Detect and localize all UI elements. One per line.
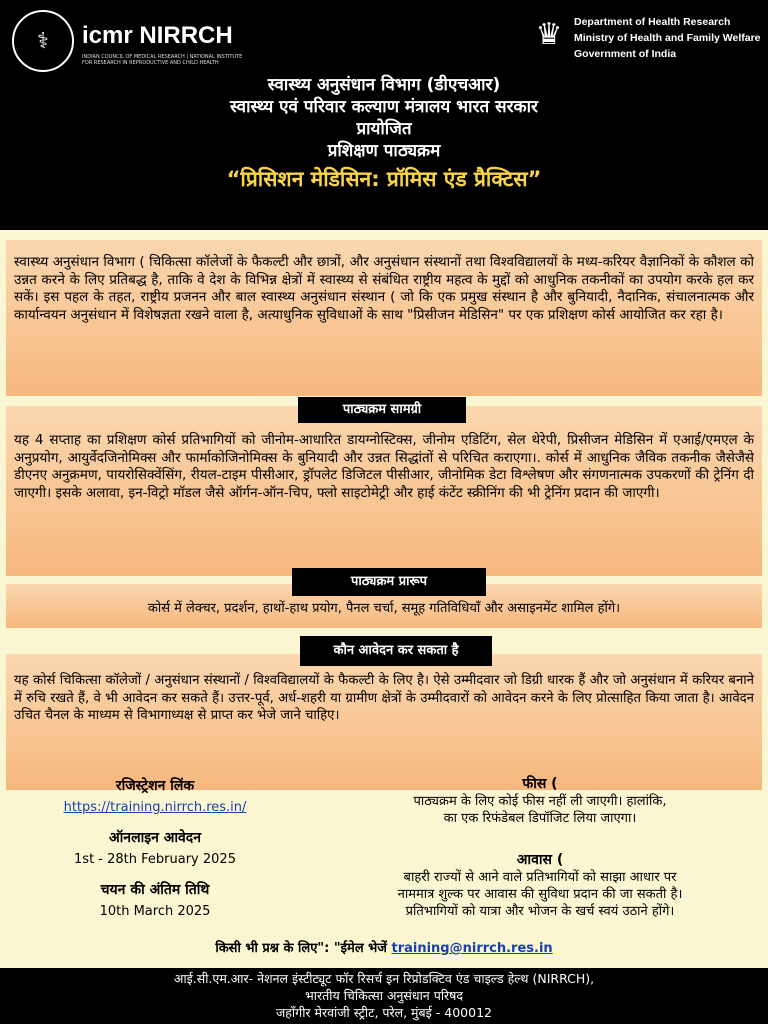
registration-link[interactable]: https://training.nirrch.res.in/ (63, 800, 247, 815)
title-line-3: प्रायोजित (356, 119, 412, 139)
accommodation-label: आवास ( (516, 852, 564, 868)
query-label: किसी भी प्रश्न के लिए": "ईमेल भेजें (215, 941, 387, 956)
format-text: कोर्स में लेक्चर, प्रदर्शन, हाथों-हाथ प्रयोग, पैनल चर्चा, समूह गतिविधियाँ और असाइनमेंट शामिल होंगे। (147, 601, 621, 616)
registration-label: रजिस्ट्रेशन लिंक (115, 778, 195, 794)
footer (0, 968, 768, 1024)
icmr-seal-icon: ⚕ (12, 10, 74, 72)
accommodation-line-2: नाममात्र शुल्क पर आवास की सुविधा प्रदान की जा सकती है। (397, 887, 683, 902)
deadline-date: 10th March 2025 (99, 904, 211, 919)
header-banner (0, 0, 768, 230)
eligibility-heading: कौन आवेदन कर सकता है (300, 636, 492, 666)
title-line-4: प्रशिक्षण पाठ्यक्रम (327, 141, 441, 161)
dept-line-2: Ministry of Health and Family Welfare (574, 32, 761, 44)
fees-label: फीस ( (522, 776, 558, 792)
footer-line-1: आई.सी.एम.आर- नेशनल इंस्टीट्यूट फॉर रिसर्च इन रिप्रोडक्टिव एंड चाइल्ड हेल्थ (NIRRCH), (173, 971, 595, 986)
fees-line-2: का एक रिफंडेबल डिपॉजिट लिया जाएगा। (443, 811, 637, 826)
deadline-label: चयन की अंतिम तिथि (100, 882, 210, 898)
title-line-2: स्वास्थ्य एवं परिवार कल्याण मंत्रालय भारत सरकार (230, 97, 538, 117)
eligibility-text: यह कोर्स चिकित्सा कॉलेजों / अनुसंधान संस्थानों / विश्वविद्यालयों के फैकल्टी के लिए है। ऐसे उम्मीदवार जो डिग्री धारक हैं और जो अनुसंधान में करियर बनाने में रुचि रखते हैं, वे भी आवेदन कर सकते हैं। उत्तर-पूर्व, अर्ध-शहरी या ग्रामीण क्षेत्रों के उम्मीदवारों को आवेदन करने के लिए प्रोत्साहित किया जाता है। आवेदन उचित चैनल के माध्यम से विभागाध्यक्ष से प्राप्त कर भेजे जाने चाहिए। (14, 673, 754, 723)
intro-box (6, 240, 762, 396)
online-application-label: ऑनलाइन आवेदन (108, 830, 202, 846)
syllabus-heading: पाठ्यक्रम सामग्री (298, 397, 466, 423)
accommodation-line-1: बाहरी राज्यों से आने वाले प्रतिभागियों को साझा आधार पर (403, 870, 677, 885)
logo-subtitle: INDIAN COUNCIL OF MEDICAL RESEARCH | NATIONAL INSTITUTE FOR RESEARCH IN REPRODUCTIVE AND CHILD HEALTH (82, 54, 243, 66)
online-application-dates: 1st - 28th February 2025 (74, 852, 236, 867)
query-email[interactable]: training@nirrch.res.in (391, 941, 553, 956)
dhr-block (574, 14, 761, 62)
syllabus-text: यह 4 सप्ताह का प्रशिक्षण कोर्स प्रतिभागियों को जीनोम-आधारित डायग्नोस्टिक्स, जीनोम एडिटिंग, सेल थेरेपी, प्रिसीजन मेडिसिन में एआई/एमएल के अनुप्रयोग, आयुर्वेदजिनोमिक्स और फार्माकोजिनोमिक्स के बुनियादी और उन्नत सिद्धांतों से परिचित कराएगा।. कोर्स में आधुनिक जैविक तकनीक जैसेजैसे डीएनए अनुक्रमण, पायरोसिक्वेंसिंग, रीयल-टाइम पीसीआर, ड्रॉपलेट डिजिटल पीसीआर, जीनोमिक डेटा विश्लेषण और संगणनात्मक उपकरणों की ट्रेनिंग दी जाएगी। इसके अलावा, इन-विट्रो मॉडल जैसे ऑर्गन-ऑन-चिप, फ्लो साइटोमेट्री और हाई कंटेंट स्क्रीनिंग की भी ट्रेनिंग प्रदान की जाएगी। (14, 432, 754, 501)
dept-line-1: Department of Health Research (574, 16, 731, 28)
title-line-1: स्वास्थ्य अनुसंधान विभाग (डीएचआर) (267, 75, 501, 95)
fees-line-1: पाठ्यक्रम के लिए कोई फीस नहीं ली जाएगी। हालांकि, (413, 794, 667, 809)
syllabus-box (6, 406, 762, 576)
registration-block (40, 778, 270, 920)
query-line (100, 940, 668, 957)
national-emblem-icon: ♛ (535, 16, 563, 52)
accommodation-block (330, 852, 750, 920)
page-title (0, 74, 768, 190)
course-title: “प्रिसिशन मेडिसिन: प्रॉमिस एंड प्रैक्टिस” (226, 167, 542, 191)
format-heading: पाठ्यक्रम प्रारूप (292, 568, 486, 596)
fees-block (340, 776, 740, 827)
intro-text: स्वास्थ्य अनुसंधान विभाग ( चिकित्सा कॉलेजों के फैकल्टी और छात्रों, और अनुसंधान संस्थानों तथा विश्वविद्यालयों के मध्य-करियर वैज्ञानिकों के कौशल को उन्नत करने के लिए प्रतिबद्ध है, ताकि वे देश के विभिन्न क्षेत्रों में स्वास्थ्य से संबंधित राष्ट्रीय महत्व के मुद्दों को आधुनिक तकनीकों का उपयोग करके हल कर सकें। इस पहल के तहत, राष्ट्रीय प्रजनन और बाल स्वास्थ्य अनुसंधान संस्थान ( जो कि एक प्रमुख संस्थान है और बुनियादी, नैदानिक, संचालनात्मक और कार्यान्वयन अनुसंधान में विशेषज्ञता रखने वाला है, अत्याधुनिक सुविधाओं के साथ "प्रिसीजन मेडिसिन" पर एक प्रशिक्षण कोर्स आयोजित कर रहा है। (14, 254, 754, 323)
icmr-nirrch-logo: icmr NIRRCH (82, 22, 233, 49)
footer-line-3: जहाँगीर मेरवांजी स्ट्रीट, परेल, मुंबई - 400012 (276, 1005, 492, 1020)
icmr-emblem (12, 10, 74, 72)
footer-line-2: भारतीय चिकित्सा अनुसंधान परिषद (304, 988, 464, 1003)
dept-line-3: Government of India (574, 48, 677, 60)
accommodation-line-3: प्रतिभागियों को यात्रा और भोजन के खर्च स्वयं उठाने होंगे। (405, 904, 675, 919)
eligibility-box (6, 654, 762, 790)
